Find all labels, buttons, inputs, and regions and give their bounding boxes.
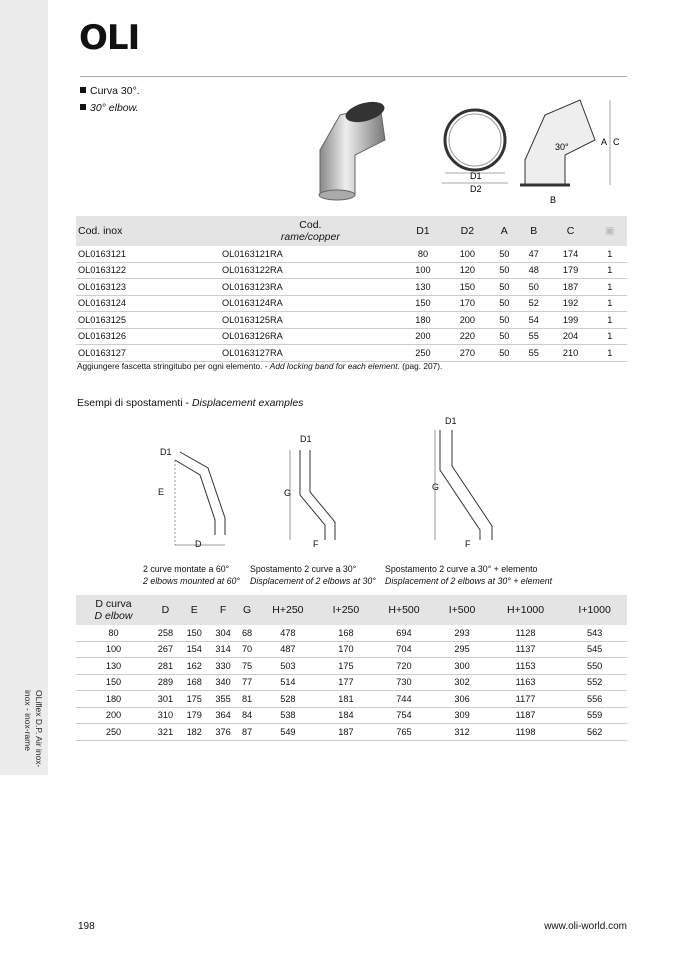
col-cod-copper: Cod. rame/copper: [220, 216, 401, 246]
table-cell: 704: [373, 641, 435, 658]
table-row: [76, 262, 627, 279]
col-b: B: [519, 216, 548, 246]
table-cell: 187: [319, 724, 373, 741]
svg-text:30°: 30°: [555, 142, 569, 152]
svg-text:G: G: [432, 482, 440, 492]
table-cell: 80: [401, 246, 445, 262]
header-rule: [80, 76, 627, 77]
table-row: [76, 345, 627, 362]
col-c: C: [548, 216, 592, 246]
table-cell: OL0163126: [76, 328, 220, 345]
table-cell: 550: [562, 658, 627, 675]
table-cell: 175: [319, 658, 373, 675]
column-header: H+1000: [489, 595, 562, 625]
table-cell: 84: [237, 707, 256, 724]
table-cell: 179: [180, 707, 209, 724]
table-cell: 184: [319, 707, 373, 724]
table-cell: 187: [548, 279, 592, 296]
table-cell: 182: [180, 724, 209, 741]
table-row: [76, 279, 627, 296]
column-header: E: [180, 595, 209, 625]
table-cell: 556: [562, 691, 627, 708]
table-cell: 170: [445, 295, 489, 312]
table-cell: 77: [237, 674, 256, 691]
product-photo: [300, 95, 390, 205]
table-cell: 1: [593, 246, 627, 262]
table-cell: 545: [562, 641, 627, 658]
table-cell: 1198: [489, 724, 562, 741]
table-cell: 177: [319, 674, 373, 691]
svg-text:D1: D1: [300, 434, 312, 444]
table-cell: 162: [180, 658, 209, 675]
table-cell: 293: [435, 625, 489, 641]
table-cell: 1163: [489, 674, 562, 691]
table-cell: 174: [548, 246, 592, 262]
column-header: F: [209, 595, 238, 625]
column-header: G: [237, 595, 256, 625]
table-row: [76, 691, 627, 708]
table-cell: 314: [209, 641, 238, 658]
table-cell: 70: [237, 641, 256, 658]
table-cell: 765: [373, 724, 435, 741]
table-cell: 503: [257, 658, 319, 675]
table-cell: 168: [180, 674, 209, 691]
table-cell: 355: [209, 691, 238, 708]
table-cell: 1137: [489, 641, 562, 658]
table-cell: 179: [548, 262, 592, 279]
table-cell: OL0163127: [76, 345, 220, 362]
table-cell: 720: [373, 658, 435, 675]
table-cell: 220: [445, 328, 489, 345]
table-row: [76, 328, 627, 345]
examples-title: Esempi di spostamenti - Displacement examples: [77, 397, 304, 409]
table-cell: 150: [180, 625, 209, 641]
table-cell: 1: [593, 328, 627, 345]
table-cell: 87: [237, 724, 256, 741]
table-row: [76, 658, 627, 675]
sidebar-band: [0, 0, 48, 775]
table-cell: OL0163123RA: [220, 279, 401, 296]
svg-text:C: C: [613, 137, 620, 147]
table-cell: 100: [401, 262, 445, 279]
column-header: H+500: [373, 595, 435, 625]
col-d2: D2: [445, 216, 489, 246]
table-row: [76, 312, 627, 329]
table-cell: 304: [209, 625, 238, 641]
table-cell: 80: [76, 625, 151, 641]
table-row: [76, 724, 627, 741]
table-cell: 81: [237, 691, 256, 708]
table-cell: 552: [562, 674, 627, 691]
table-cell: 559: [562, 707, 627, 724]
sidebar-section-label: [4, 690, 44, 767]
table-cell: 170: [319, 641, 373, 658]
table-cell: 478: [257, 625, 319, 641]
table-cell: 181: [319, 691, 373, 708]
table-cell: 50: [490, 345, 519, 362]
column-header: I+500: [435, 595, 489, 625]
table-cell: 295: [435, 641, 489, 658]
table-cell: 210: [548, 345, 592, 362]
table-cell: 150: [401, 295, 445, 312]
table-cell: 50: [519, 279, 548, 296]
table-cell: 1177: [489, 691, 562, 708]
table-cell: 199: [548, 312, 592, 329]
column-header: I+1000: [562, 595, 627, 625]
table-cell: 306: [435, 691, 489, 708]
table-cell: 120: [445, 262, 489, 279]
table-cell: 267: [151, 641, 180, 658]
table-cell: 744: [373, 691, 435, 708]
table-cell: 55: [519, 328, 548, 345]
table-cell: 54: [519, 312, 548, 329]
box-icon: ▣: [593, 216, 627, 246]
table-cell: OL0163126RA: [220, 328, 401, 345]
table-cell: 100: [76, 641, 151, 658]
svg-text:F: F: [313, 539, 319, 549]
table-row: [76, 707, 627, 724]
table-cell: 180: [401, 312, 445, 329]
table-cell: 258: [151, 625, 180, 641]
table-cell: 270: [445, 345, 489, 362]
table-cell: 52: [519, 295, 548, 312]
note: Aggiungere fascetta stringitubo per ogni elemento. - Add locking band for each element. (pag. 207).: [77, 361, 443, 371]
table-cell: 50: [490, 295, 519, 312]
table-cell: 50: [490, 279, 519, 296]
svg-text:B: B: [550, 195, 557, 205]
table-cell: 154: [180, 641, 209, 658]
table-cell: OL0163121: [76, 246, 220, 262]
table-row: [76, 295, 627, 312]
caption-1: 2 curve montate a 60° 2 elbows mounted at 60°: [143, 564, 240, 586]
table-cell: 300: [435, 658, 489, 675]
col-d1: D1: [401, 216, 445, 246]
table-cell: OL0163124RA: [220, 295, 401, 312]
table-row: [76, 625, 627, 641]
table-cell: 309: [435, 707, 489, 724]
table-cell: 1187: [489, 707, 562, 724]
table-cell: OL0163127RA: [220, 345, 401, 362]
table-cell: 538: [257, 707, 319, 724]
table-cell: 310: [151, 707, 180, 724]
table-cell: 528: [257, 691, 319, 708]
page-number: 198: [78, 921, 95, 932]
product-title-it: Curva 30°.: [80, 85, 140, 97]
table-cell: 694: [373, 625, 435, 641]
table-cell: 1: [593, 262, 627, 279]
table-cell: 75: [237, 658, 256, 675]
sidebar-line-1: OLiflex D.P. Air inox-: [34, 690, 44, 768]
table-cell: 1: [593, 312, 627, 329]
table-cell: 281: [151, 658, 180, 675]
product-table: [76, 216, 627, 362]
table-cell: OL0163123: [76, 279, 220, 296]
table-cell: 200: [445, 312, 489, 329]
svg-text:G: G: [284, 488, 292, 498]
table-row: [76, 246, 627, 262]
table-cell: 50: [490, 246, 519, 262]
svg-text:F: F: [465, 539, 471, 549]
svg-text:D1: D1: [160, 447, 172, 457]
table-cell: 175: [180, 691, 209, 708]
table-cell: 180: [76, 691, 151, 708]
table-cell: 754: [373, 707, 435, 724]
table-cell: 302: [435, 674, 489, 691]
table-cell: OL0163125: [76, 312, 220, 329]
table-cell: 364: [209, 707, 238, 724]
table-cell: 130: [76, 658, 151, 675]
col-a: A: [490, 216, 519, 246]
table-cell: OL0163121RA: [220, 246, 401, 262]
website-url: www.oli-world.com: [544, 921, 627, 932]
table-cell: 100: [445, 246, 489, 262]
table-row: [76, 674, 627, 691]
table-cell: 1: [593, 345, 627, 362]
svg-text:D1: D1: [445, 416, 457, 426]
table-cell: 150: [445, 279, 489, 296]
svg-text:D: D: [195, 539, 202, 549]
table-cell: 340: [209, 674, 238, 691]
table-cell: 301: [151, 691, 180, 708]
column-header: H+250: [257, 595, 319, 625]
table-cell: 55: [519, 345, 548, 362]
column-header: D: [151, 595, 180, 625]
table-cell: 47: [519, 246, 548, 262]
displacement-table: [76, 595, 627, 741]
col-d-elbow: D curva D elbow: [76, 595, 151, 625]
table-cell: OL0163125RA: [220, 312, 401, 329]
table-cell: 289: [151, 674, 180, 691]
table-row: [76, 641, 627, 658]
technical-drawing: [430, 95, 630, 210]
table-cell: 514: [257, 674, 319, 691]
table-cell: 204: [548, 328, 592, 345]
table-cell: OL0163124: [76, 295, 220, 312]
sidebar-line-2: inox - inox-rame: [23, 690, 33, 751]
table-cell: 376: [209, 724, 238, 741]
table-cell: 50: [490, 328, 519, 345]
table-cell: 562: [562, 724, 627, 741]
svg-text:D1: D1: [470, 171, 482, 181]
table-cell: 1153: [489, 658, 562, 675]
table-cell: 1: [593, 295, 627, 312]
table-cell: 50: [490, 262, 519, 279]
table-cell: 312: [435, 724, 489, 741]
table-cell: 250: [401, 345, 445, 362]
caption-2: Spostamento 2 curve a 30° Displacement of 2 elbows at 30°: [250, 564, 376, 586]
column-header: I+250: [319, 595, 373, 625]
table-cell: 168: [319, 625, 373, 641]
table-cell: 50: [490, 312, 519, 329]
table-cell: 321: [151, 724, 180, 741]
svg-text:E: E: [158, 487, 165, 497]
displacement-diagrams: [140, 410, 500, 555]
table-cell: 68: [237, 625, 256, 641]
table-cell: 150: [76, 674, 151, 691]
table-cell: 200: [401, 328, 445, 345]
table-cell: 192: [548, 295, 592, 312]
table-cell: 487: [257, 641, 319, 658]
table-cell: 200: [76, 707, 151, 724]
table-cell: 730: [373, 674, 435, 691]
table-cell: 1128: [489, 625, 562, 641]
table-cell: 1: [593, 279, 627, 296]
table-cell: 48: [519, 262, 548, 279]
table-cell: 549: [257, 724, 319, 741]
product-title-en: 30° elbow.: [80, 102, 139, 114]
table-cell: OL0163122: [76, 262, 220, 279]
table-cell: 130: [401, 279, 445, 296]
oli-logo: OLI: [79, 18, 140, 58]
table-cell: 250: [76, 724, 151, 741]
table-cell: OL0163122RA: [220, 262, 401, 279]
col-cod-inox: Cod. inox: [76, 216, 220, 246]
caption-3: Spostamento 2 curve a 30° + elemento Displacement of 2 elbows at 30° + element: [385, 564, 553, 586]
svg-text:D2: D2: [470, 184, 482, 194]
table-cell: 330: [209, 658, 238, 675]
table-cell: 543: [562, 625, 627, 641]
svg-text:A: A: [601, 137, 608, 147]
